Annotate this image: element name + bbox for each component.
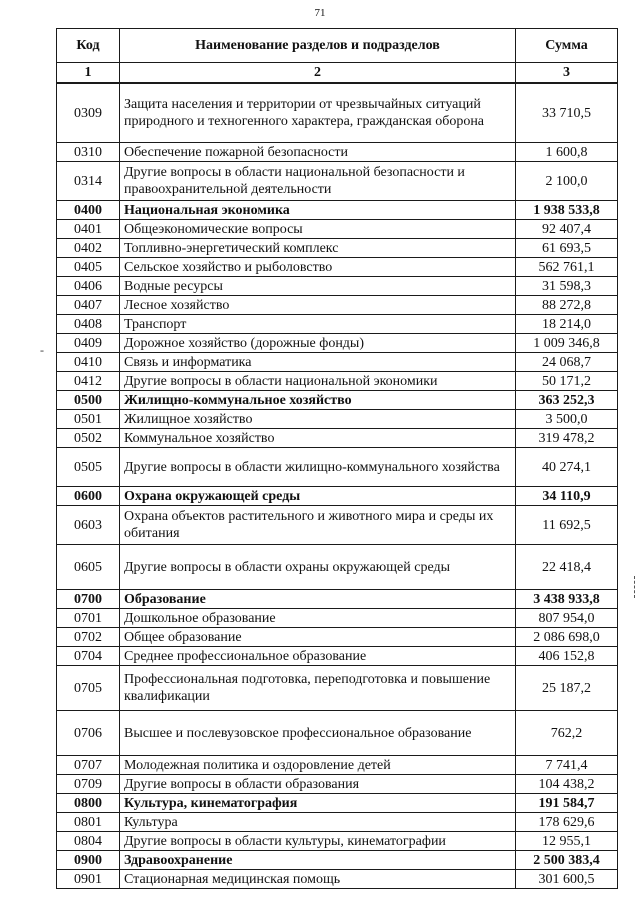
row-name: Жилищное хозяйство bbox=[120, 410, 516, 429]
row-sum: 31 598,3 bbox=[516, 277, 618, 296]
row-name: Молодежная политика и оздоровление детей bbox=[120, 756, 516, 775]
row-name: Профессиональная подготовка, переподготовка и повышение квалификации bbox=[120, 666, 516, 711]
row-name: Образование bbox=[120, 590, 516, 609]
row-name: Другие вопросы в области национальной безопасности и правоохранительной деятельности bbox=[120, 162, 516, 201]
row-sum: 3 500,0 bbox=[516, 410, 618, 429]
table-row bbox=[57, 353, 618, 372]
header-name: Наименование разделов и подразделов bbox=[120, 29, 516, 63]
row-code: 0707 bbox=[57, 756, 120, 775]
row-name: Защита населения и территории от чрезвычайных ситуаций природного и техногенного характера, гражданская оборона bbox=[120, 83, 516, 143]
row-code: 0309 bbox=[57, 83, 120, 143]
row-sum: 25 187,2 bbox=[516, 666, 618, 711]
table-row bbox=[57, 609, 618, 628]
row-code: 0704 bbox=[57, 647, 120, 666]
row-name: Другие вопросы в области охраны окружающей среды bbox=[120, 545, 516, 590]
row-code: 0502 bbox=[57, 429, 120, 448]
row-sum: 2 100,0 bbox=[516, 162, 618, 201]
row-sum: 178 629,6 bbox=[516, 813, 618, 832]
header-sum: Сумма bbox=[516, 29, 618, 63]
row-sum: 3 438 933,8 bbox=[516, 590, 618, 609]
table-header-row bbox=[57, 29, 618, 63]
row-name: Другие вопросы в области национальной экономики bbox=[120, 372, 516, 391]
table-row bbox=[57, 296, 618, 315]
row-code: 0314 bbox=[57, 162, 120, 201]
table-row bbox=[57, 162, 618, 201]
table-row bbox=[57, 83, 618, 143]
row-sum: 7 741,4 bbox=[516, 756, 618, 775]
row-sum: 762,2 bbox=[516, 711, 618, 756]
row-sum: 406 152,8 bbox=[516, 647, 618, 666]
row-sum: 301 600,5 bbox=[516, 870, 618, 889]
row-code: 0605 bbox=[57, 545, 120, 590]
row-code: 0405 bbox=[57, 258, 120, 277]
row-code: 0701 bbox=[57, 609, 120, 628]
index-name: 2 bbox=[120, 63, 516, 84]
row-name: Культура bbox=[120, 813, 516, 832]
table-index-row bbox=[57, 63, 618, 84]
row-sum: 319 478,2 bbox=[516, 429, 618, 448]
table-row bbox=[57, 220, 618, 239]
section-row bbox=[57, 851, 618, 870]
row-name: Охрана окружающей среды bbox=[120, 487, 516, 506]
row-code: 0501 bbox=[57, 410, 120, 429]
index-sum: 3 bbox=[516, 63, 618, 84]
row-name: Дорожное хозяйство (дорожные фонды) bbox=[120, 334, 516, 353]
row-code: 0603 bbox=[57, 506, 120, 545]
row-code: 0310 bbox=[57, 143, 120, 162]
row-name: Лесное хозяйство bbox=[120, 296, 516, 315]
table-row bbox=[57, 775, 618, 794]
row-code: 0706 bbox=[57, 711, 120, 756]
row-sum: 40 274,1 bbox=[516, 448, 618, 487]
row-sum: 12 955,1 bbox=[516, 832, 618, 851]
scan-mark-left: - bbox=[40, 343, 44, 357]
row-name: Другие вопросы в области образования bbox=[120, 775, 516, 794]
row-name: Здравоохранение bbox=[120, 851, 516, 870]
row-sum: 18 214,0 bbox=[516, 315, 618, 334]
row-code: 0804 bbox=[57, 832, 120, 851]
table-row bbox=[57, 239, 618, 258]
row-code: 0500 bbox=[57, 391, 120, 410]
budget-table bbox=[56, 28, 618, 889]
table-row bbox=[57, 410, 618, 429]
row-code: 0700 bbox=[57, 590, 120, 609]
row-sum: 807 954,0 bbox=[516, 609, 618, 628]
row-sum: 24 068,7 bbox=[516, 353, 618, 372]
table-row bbox=[57, 832, 618, 851]
row-name: Обеспечение пожарной безопасности bbox=[120, 143, 516, 162]
page-number: 71 bbox=[314, 7, 326, 19]
row-name: Общеэкономические вопросы bbox=[120, 220, 516, 239]
table-row bbox=[57, 315, 618, 334]
row-sum: 1 600,8 bbox=[516, 143, 618, 162]
row-code: 0505 bbox=[57, 448, 120, 487]
row-code: 0412 bbox=[57, 372, 120, 391]
section-row bbox=[57, 391, 618, 410]
section-row bbox=[57, 590, 618, 609]
index-code: 1 bbox=[57, 63, 120, 84]
row-sum: 1 938 533,8 bbox=[516, 201, 618, 220]
table-row bbox=[57, 372, 618, 391]
row-sum: 363 252,3 bbox=[516, 391, 618, 410]
row-name: Национальная экономика bbox=[120, 201, 516, 220]
row-code: 0406 bbox=[57, 277, 120, 296]
row-name: Транспорт bbox=[120, 315, 516, 334]
section-row bbox=[57, 794, 618, 813]
row-code: 0705 bbox=[57, 666, 120, 711]
row-sum: 11 692,5 bbox=[516, 506, 618, 545]
row-name: Связь и информатика bbox=[120, 353, 516, 372]
row-code: 0900 bbox=[57, 851, 120, 870]
section-row bbox=[57, 201, 618, 220]
row-code: 0410 bbox=[57, 353, 120, 372]
header-code: Код bbox=[57, 29, 120, 63]
row-sum: 88 272,8 bbox=[516, 296, 618, 315]
row-code: 0800 bbox=[57, 794, 120, 813]
row-code: 0409 bbox=[57, 334, 120, 353]
table-row bbox=[57, 756, 618, 775]
table-row bbox=[57, 258, 618, 277]
row-name: Культура, кинематография bbox=[120, 794, 516, 813]
row-code: 0901 bbox=[57, 870, 120, 889]
row-name: Другие вопросы в области жилищно-коммунального хозяйства bbox=[120, 448, 516, 487]
row-sum: 34 110,9 bbox=[516, 487, 618, 506]
row-name: Охрана объектов растительного и животного мира и среды их обитания bbox=[120, 506, 516, 545]
row-code: 0702 bbox=[57, 628, 120, 647]
row-sum: 562 761,1 bbox=[516, 258, 618, 277]
row-code: 0402 bbox=[57, 239, 120, 258]
row-sum: 50 171,2 bbox=[516, 372, 618, 391]
row-name: Другие вопросы в области культуры, кинематографии bbox=[120, 832, 516, 851]
table-row bbox=[57, 545, 618, 590]
table-row bbox=[57, 813, 618, 832]
row-name: Сельское хозяйство и рыболовство bbox=[120, 258, 516, 277]
table-row bbox=[57, 647, 618, 666]
row-name: Общее образование bbox=[120, 628, 516, 647]
row-sum: 22 418,4 bbox=[516, 545, 618, 590]
table-row bbox=[57, 870, 618, 889]
row-code: 0401 bbox=[57, 220, 120, 239]
row-sum: 2 500 383,4 bbox=[516, 851, 618, 870]
section-row bbox=[57, 487, 618, 506]
row-sum: 61 693,5 bbox=[516, 239, 618, 258]
table-row bbox=[57, 143, 618, 162]
row-name: Стационарная медицинская помощь bbox=[120, 870, 516, 889]
row-code: 0801 bbox=[57, 813, 120, 832]
row-name: Жилищно-коммунальное хозяйство bbox=[120, 391, 516, 410]
scan-mark-right bbox=[634, 576, 638, 598]
row-name: Среднее профессиональное образование bbox=[120, 647, 516, 666]
row-code: 0709 bbox=[57, 775, 120, 794]
row-code: 0400 bbox=[57, 201, 120, 220]
row-name: Коммунальное хозяйство bbox=[120, 429, 516, 448]
table-row bbox=[57, 448, 618, 487]
table-row bbox=[57, 711, 618, 756]
row-code: 0407 bbox=[57, 296, 120, 315]
row-sum: 1 009 346,8 bbox=[516, 334, 618, 353]
row-sum: 92 407,4 bbox=[516, 220, 618, 239]
table-row bbox=[57, 429, 618, 448]
table-row bbox=[57, 628, 618, 647]
row-sum: 33 710,5 bbox=[516, 83, 618, 143]
row-name: Высшее и послевузовское профессиональное образование bbox=[120, 711, 516, 756]
row-name: Топливно-энергетический комплекс bbox=[120, 239, 516, 258]
row-code: 0408 bbox=[57, 315, 120, 334]
table-row bbox=[57, 666, 618, 711]
row-sum: 2 086 698,0 bbox=[516, 628, 618, 647]
row-name: Дошкольное образование bbox=[120, 609, 516, 628]
table-row bbox=[57, 506, 618, 545]
table-row bbox=[57, 277, 618, 296]
row-sum: 191 584,7 bbox=[516, 794, 618, 813]
row-sum: 104 438,2 bbox=[516, 775, 618, 794]
table-row bbox=[57, 334, 618, 353]
row-code: 0600 bbox=[57, 487, 120, 506]
row-name: Водные ресурсы bbox=[120, 277, 516, 296]
